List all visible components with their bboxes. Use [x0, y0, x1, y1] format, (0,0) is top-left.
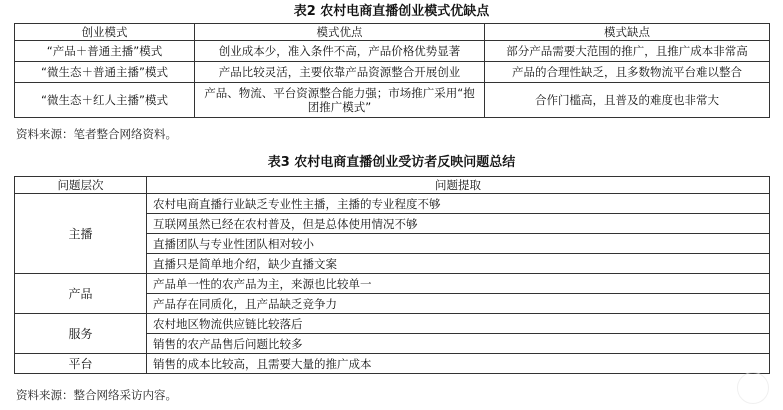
pros-cell: 产品比较灵活，主要依靠产品资源整合开展创业 [195, 62, 485, 83]
cons-cell: 合作门槛高，且普及的难度也非常大 [485, 83, 770, 118]
issue-cell: 销售的农产品售后问题比较多 [147, 334, 770, 354]
issue-cell: 农村电商直播行业缺乏专业性主播，主播的专业程度不够 [147, 194, 770, 214]
table-row [15, 62, 770, 83]
issue-cell: 直播只是简单地介绍，缺少直播文案 [147, 254, 770, 274]
issue-cell: 销售的成本比较高，且需要大量的推广成本 [147, 354, 770, 374]
level-cell-anchor: 主播 [15, 194, 147, 274]
table3-header-row [15, 177, 770, 194]
issue-cell: 产品存在同质化，且产品缺乏竞争力 [147, 294, 770, 314]
level-cell-service: 服务 [15, 314, 147, 354]
table-row [15, 274, 770, 294]
table2-header-cons: 模式缺点 [485, 24, 770, 41]
level-cell-platform: 平台 [15, 354, 147, 374]
issue-cell: 直播团队与专业性团队相对较小 [147, 234, 770, 254]
table-row [15, 83, 770, 118]
table-row [15, 354, 770, 374]
mode-cell: “微生态＋红人主播”模式 [15, 83, 195, 118]
pros-cell: 产品、物流、平台资源整合能力强；市场推广采用“抱团推广模式” [195, 83, 485, 118]
table3-header-issue: 问题提取 [147, 177, 770, 194]
issue-cell: 互联网虽然已经在农村普及，但是总体使用情况不够 [147, 214, 770, 234]
table3-source-note: 资料来源：整合网络采访内容。 [16, 388, 177, 402]
table2-caption: 表2 农村电商直播创业模式优缺点 [293, 4, 490, 19]
table3-header-level: 问题层次 [15, 177, 147, 194]
cons-cell: 部分产品需要大范围的推广，且推广成本非常高 [485, 41, 770, 62]
table-row [15, 41, 770, 62]
cons-cell: 产品的合理性缺乏，且多数物流平台难以整合 [485, 62, 770, 83]
issue-cell: 产品单一性的农产品为主，来源也比较单一 [147, 274, 770, 294]
pros-cell: 创业成本少，准入条件不高，产品价格优势显著 [195, 41, 485, 62]
level-cell-product: 产品 [15, 274, 147, 314]
table2-header-row [15, 24, 770, 41]
table2-header-mode: 创业模式 [15, 24, 195, 41]
table3 [14, 176, 770, 374]
table2-source-note: 资料来源：笔者整合网络资料。 [16, 127, 177, 141]
table2 [14, 23, 770, 118]
mode-cell: “微生态＋普通主播”模式 [15, 62, 195, 83]
table2-header-pros: 模式优点 [195, 24, 485, 41]
mode-cell: “产品＋普通主播”模式 [15, 41, 195, 62]
table-row [15, 314, 770, 334]
table-row [15, 194, 770, 214]
table3-caption: 表3 农村电商直播创业受访者反映问题总结 [267, 155, 516, 170]
issue-cell: 农村地区物流供应链比较落后 [147, 314, 770, 334]
watermark-icon [737, 372, 769, 404]
